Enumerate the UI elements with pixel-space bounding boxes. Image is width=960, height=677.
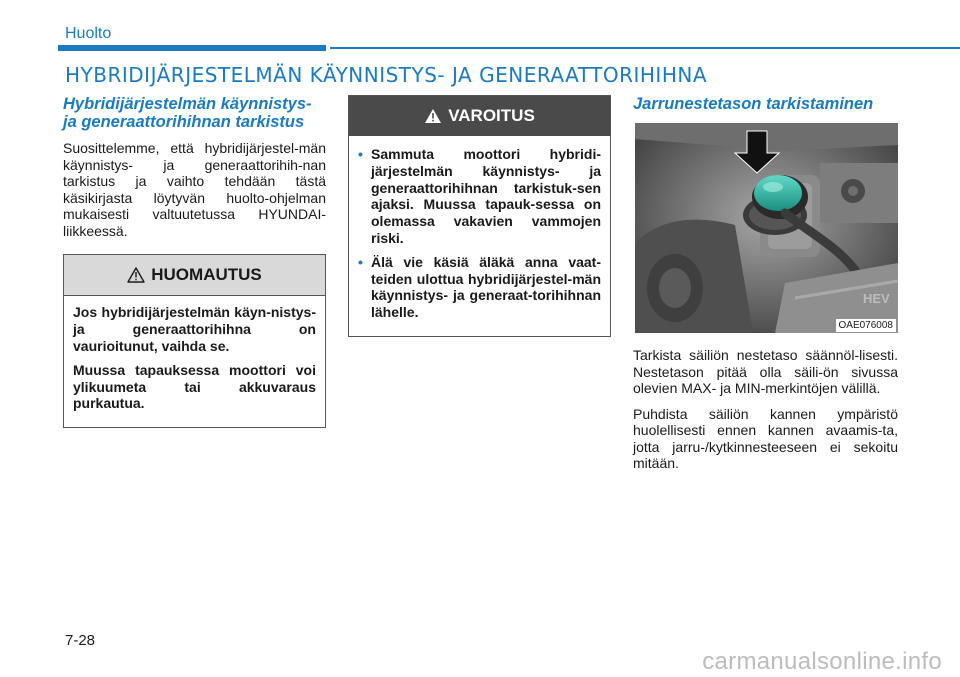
notice-paragraph: Muussa tapauksessa moottori voi ylikuumeta tai akkuvaraus purkautua. bbox=[73, 361, 316, 412]
warning-bullet bbox=[358, 254, 601, 321]
brake-fluid-paragraph: Tarkista säiliön nestetaso säännöl-lisesti. Nestetason pitää olla säili-ön sivussa olevien MAX- ja MIN-merkintöjen välillä. bbox=[633, 347, 898, 397]
warning-triangle-icon bbox=[127, 267, 145, 283]
warning-bullet-text: Älä vie käsiä äläkä anna vaat-teiden ulottua hybridijärjestel-män käynnistys- ja generaat-torihihnan lähelle. bbox=[371, 253, 601, 321]
warning-body bbox=[349, 136, 610, 336]
warning-box bbox=[348, 95, 611, 337]
warning-triangle-icon bbox=[424, 108, 442, 124]
watermark: carmanualsonline.info bbox=[702, 648, 942, 675]
section-label: Huolto bbox=[65, 25, 112, 42]
column-right bbox=[633, 95, 898, 481]
brake-fluid-paragraph: Puhdista säiliön kannen ympäristö huolellisesti ennen kannen avaamis-ta, jotta jarru-/kytkinnesteeseen ei sekoitu mitään. bbox=[633, 405, 898, 472]
notice-box bbox=[63, 254, 326, 428]
brake-fluid-heading: Jarrunestetason tarkistaminen bbox=[633, 95, 874, 113]
header-bar-thin bbox=[330, 47, 960, 49]
warning-bullet bbox=[358, 146, 601, 247]
engine-bay-photo bbox=[635, 123, 898, 333]
warning-bullet-text: Sammuta moottori hybridi-järjestelmän käynnistys- ja generaattorihihnan tarkistuk-sen ajaksi. Muussa tapauk-sessa on olemassa vakavien vammojen riski. bbox=[371, 146, 601, 246]
engine-bay-illustration bbox=[635, 123, 898, 333]
warning-title: VAROITUS bbox=[448, 106, 535, 125]
notice-title: HUOMAUTUS bbox=[151, 265, 262, 285]
belt-check-paragraph: Suosittelemme, että hybridijärjestel-män käynnistys- ja generaattorihih-nan tarkistus ja vaihto tehdään tästä käsikirjasta löytyvän huolto-ohjelman mukaisesti valtuutetussa HYUNDAI-liikkeessä. bbox=[63, 140, 326, 239]
notice-header bbox=[64, 255, 325, 296]
engine-cover-badge: HEV bbox=[863, 291, 890, 307]
image-code: OAE076008 bbox=[836, 319, 897, 332]
bullet-dot: • bbox=[358, 146, 363, 162]
section-title: HYBRIDIJÄRJESTELMÄN KÄYNNISTYS- JA GENERAATTORIHIHNA bbox=[65, 63, 708, 87]
notice-paragraph: Jos hybridijärjestelmän käyn-nistys- ja generaattorihihna on vaurioitunut, vaihda se. bbox=[73, 304, 316, 354]
page-number: 7-28 bbox=[65, 632, 96, 649]
notice-body bbox=[64, 296, 325, 427]
header-bar-thick bbox=[58, 45, 326, 51]
bullet-dot: • bbox=[358, 253, 363, 270]
belt-check-heading: Hybridijärjestelmän käynnistys- ja generaattorihihnan tarkistus bbox=[63, 95, 312, 132]
column-left bbox=[63, 95, 326, 428]
warning-header bbox=[349, 96, 610, 136]
column-middle bbox=[348, 95, 611, 337]
